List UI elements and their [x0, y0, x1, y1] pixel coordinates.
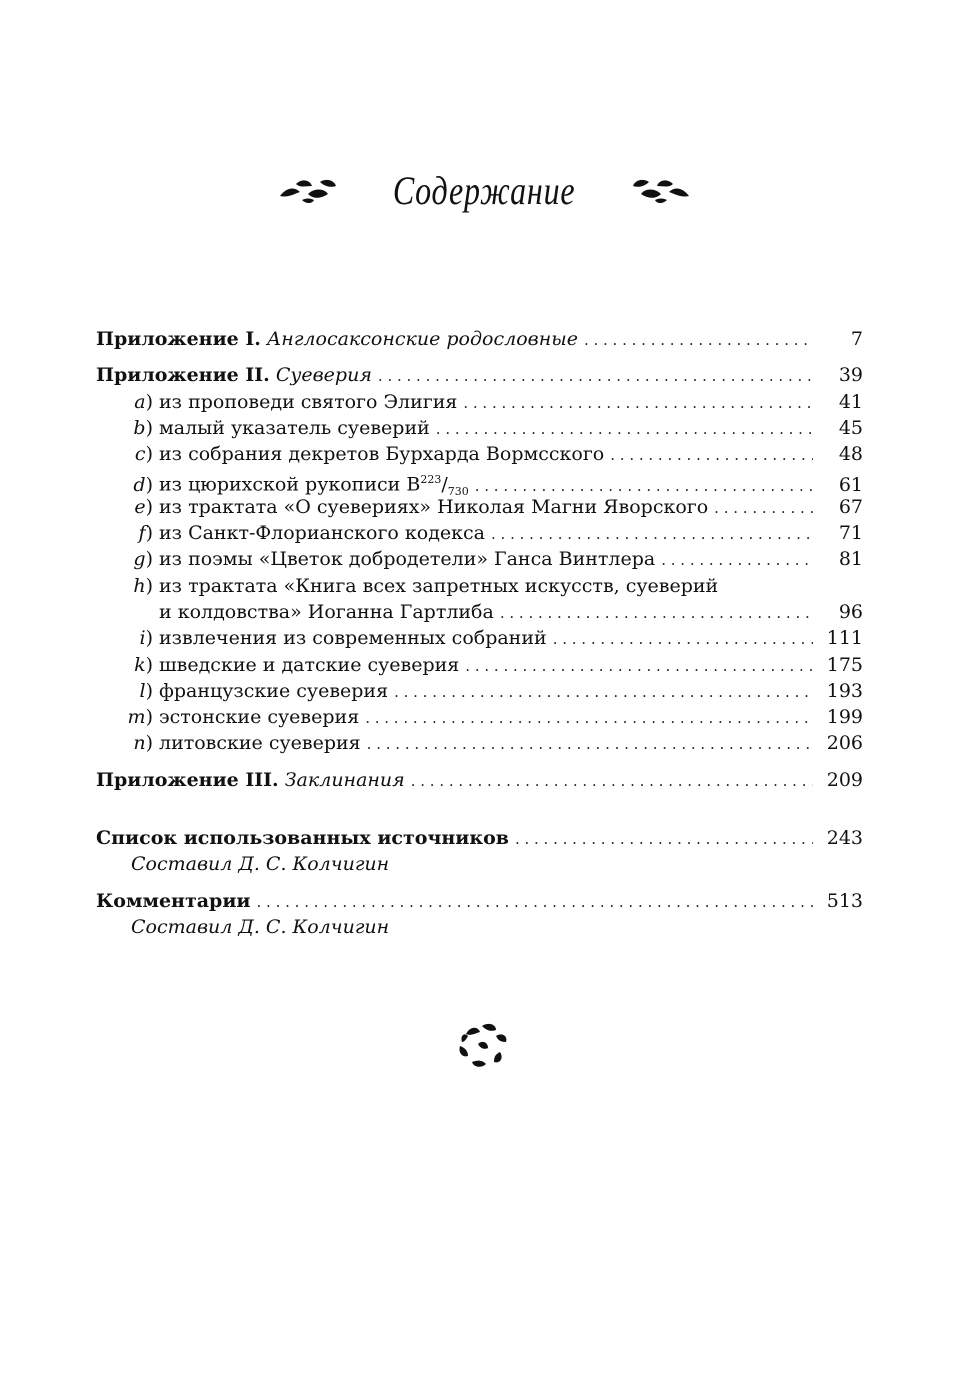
page-number: 48 — [838, 443, 863, 466]
page-number: 67 — [838, 495, 863, 518]
dot-leader — [661, 547, 813, 573]
page-number: 243 — [826, 827, 863, 850]
dot-leader — [394, 679, 813, 705]
toc-entry-appendix-1[interactable]: Приложение I. Англосаксонские родословные . . . 7 — [96, 326, 863, 352]
toc-entry-appendix-2[interactable]: Приложение II. Суеверия . . . 39 — [96, 362, 863, 388]
dot-leader — [411, 768, 813, 794]
page-number: 41 — [838, 390, 863, 413]
toc-subentry[interactable]: c) из собрания декретов Бурхарда Вормсского . . . 48 — [96, 441, 863, 467]
page-number: 71 — [838, 522, 863, 545]
toc-subentry[interactable]: g) из поэмы «Цветок добродетели» Ганса Винтлера . . . 81 — [96, 546, 863, 572]
page-number: 81 — [838, 548, 863, 571]
dot-leader — [584, 327, 813, 353]
page-number: 7 — [850, 328, 863, 350]
page-number: 45 — [838, 416, 863, 439]
page-number: 175 — [826, 653, 863, 676]
title-block — [0, 160, 969, 220]
page-number: 96 — [838, 600, 863, 623]
dot-leader — [515, 826, 813, 852]
toc-subentry[interactable]: b) малый указатель суеверий . . . 45 — [96, 415, 863, 441]
toc-subentry[interactable]: a) из проповеди святого Элигия . . . 41 — [96, 389, 863, 415]
page-number: 61 — [838, 473, 863, 496]
dot-leader — [436, 416, 813, 442]
dot-leader — [491, 521, 813, 547]
toc-subentry-continuation[interactable]: и колдовства» Иоганна Гартлиба . . . 96 — [96, 599, 863, 625]
dot-leader — [714, 495, 813, 521]
dot-leader — [365, 705, 813, 731]
toc-entry-comments[interactable]: Комментарии . . . 513 — [96, 888, 863, 914]
toc-subentry[interactable]: h) из трактата «Книга всех запретных искусств, суеверий — [133, 574, 719, 597]
toc-subentry[interactable]: k) шведские и датские суеверия . . . 175 — [96, 652, 863, 678]
dot-leader — [378, 363, 813, 389]
toc-subentry[interactable]: m) эстонские суеверия . . . 199 — [96, 704, 863, 730]
toc-subentry[interactable]: l) французские суеверия . . . 193 — [96, 678, 863, 704]
toc-subentry[interactable]: d) из цюрихской рукописи $B^{223}/_{730}$ . . . 61 — [96, 467, 863, 493]
page-title: Содержание — [393, 167, 576, 213]
compiler-note: Составил Д. С. Колчигин — [131, 853, 390, 876]
page-number: 199 — [826, 706, 863, 729]
dot-leader — [465, 653, 813, 679]
toc-subentry[interactable]: i) извлечения из современных собраний . . . 111 — [96, 625, 863, 651]
compiler-note: Составил Д. С. Колчигин — [131, 915, 390, 938]
dot-leader — [500, 600, 813, 626]
page-number: 209 — [826, 768, 863, 791]
page-number: 193 — [826, 679, 863, 702]
page-number: 513 — [826, 889, 863, 912]
toc-subentry[interactable]: n) литовские суеверия . . . 206 — [96, 730, 863, 756]
toc-entry-sources[interactable]: Список использованных источников . . . 243 — [96, 825, 863, 851]
page-number: 39 — [838, 364, 863, 387]
floral-ornament-icon — [458, 1022, 508, 1068]
dot-leader — [553, 626, 813, 652]
table-of-contents — [96, 326, 863, 940]
leaf-ornament-right-icon — [629, 174, 693, 206]
page-number: 206 — [826, 732, 863, 755]
dot-leader — [463, 390, 813, 416]
page-number: 111 — [826, 627, 863, 650]
toc-subentry[interactable]: e) из трактата «О суевериях» Николая Магни Яворского . . . 67 — [96, 494, 863, 520]
dot-leader — [610, 442, 813, 468]
toc-entry-appendix-3[interactable]: Приложение III. Заклинания . . . 209 — [96, 767, 863, 793]
dot-leader — [257, 889, 813, 915]
leaf-ornament-left-icon — [276, 174, 340, 206]
dot-leader — [367, 731, 813, 757]
toc-subentry[interactable]: f) из Санкт-Флорианского кодекса . . . 71 — [96, 520, 863, 546]
